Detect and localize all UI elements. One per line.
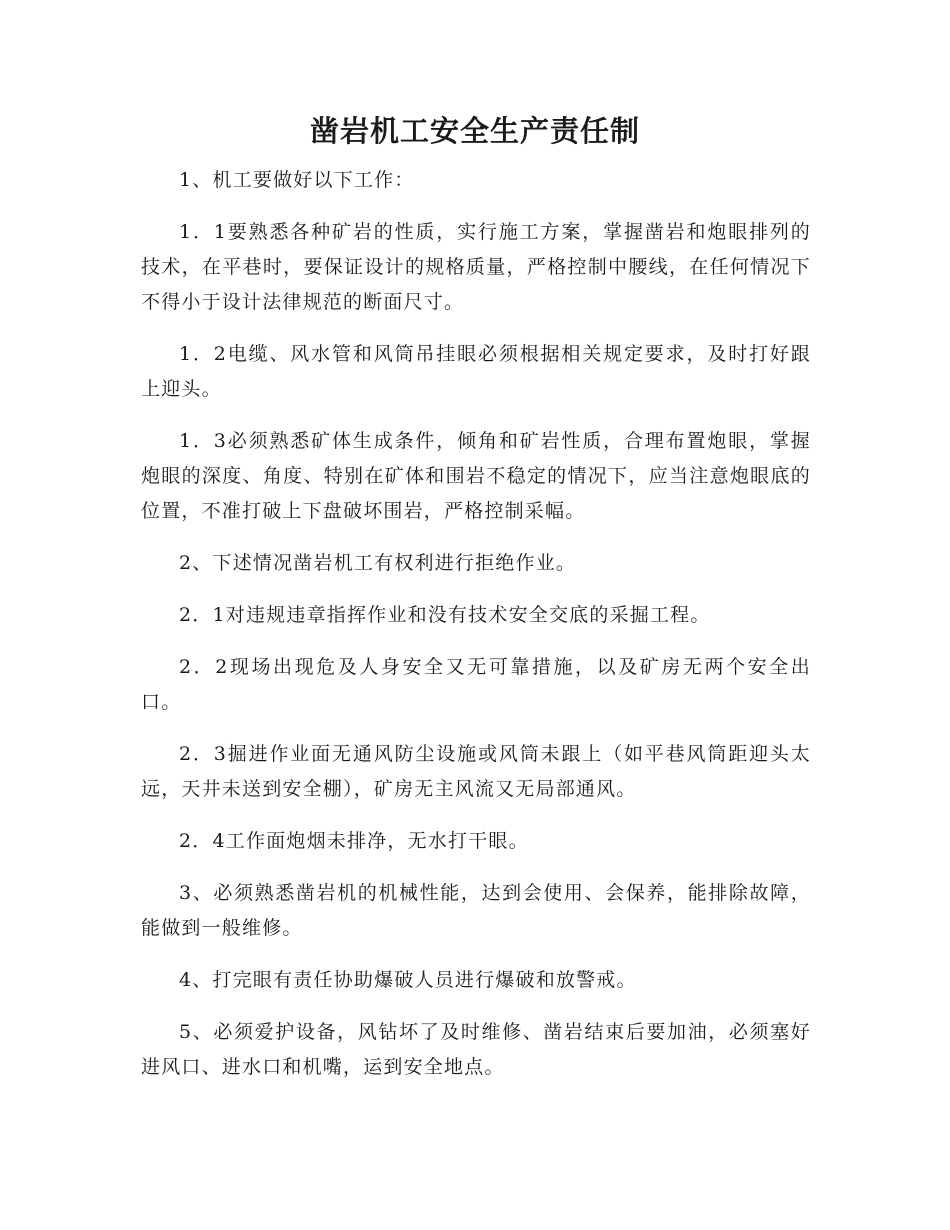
paragraph-2-3: 2．3掘进作业面无通风防尘设施或风筒未跟上（如平巷风筒距迎头太远，天井未送到安全棚），矿房无主风流又无局部通风。 (141, 743, 811, 800)
paragraph-1: 1、机工要做好以下工作： (179, 169, 415, 191)
paragraph-2-1: 2．1对违规违章指挥作业和没有技术安全交底的采掘工程。 (179, 604, 711, 626)
paragraph-2-2: 2．2现场出现危及人身安全又无可靠措施，以及矿房无两个安全出口。 (141, 656, 811, 713)
paragraph-3: 3、必须熟悉凿岩机的机械性能，达到会使用、会保养，能排除故障，能做到一般维修。 (141, 882, 811, 939)
paragraph-1-1: 1．1要熟悉各种矿岩的性质，实行施工方案，掌握凿岩和炮眼排列的技术，在平巷时，要保证设计的规格质量，严格控制中腰线，在任何情况下不得小于设计法律规范的断面尺寸。 (141, 221, 811, 313)
paragraph-1-3: 1．3必须熟悉矿体生成条件，倾角和矿岩性质，合理布置炮眼，掌握炮眼的深度、角度、特别在矿体和围岩不稳定的情况下，应当注意炮眼底的位置，不准打破上下盘破坏围岩，严格控制采幅。 (141, 430, 811, 522)
paragraph-2: 2、下述情况凿岩机工有权利进行拒绝作业。 (179, 552, 577, 574)
paragraph-2-4: 2．4工作面炮烟未排净，无水打干眼。 (179, 830, 529, 852)
paragraph-1-2: 1．2电缆、风水管和风筒吊挂眼必须根据相关规定要求，及时打好跟上迎头。 (141, 343, 811, 400)
document-body (141, 163, 811, 1102)
document-title: 凿岩机工安全生产责任制 (309, 114, 640, 148)
paragraph-5: 5、必须爱护设备，风钻坏了及时维修、凿岩结束后要加油，必须塞好进风口、进水口和机嘴，运到安全地点。 (141, 1021, 811, 1078)
paragraph-4: 4、打完眼有责任协助爆破人员进行爆破和放警戒。 (179, 969, 637, 991)
